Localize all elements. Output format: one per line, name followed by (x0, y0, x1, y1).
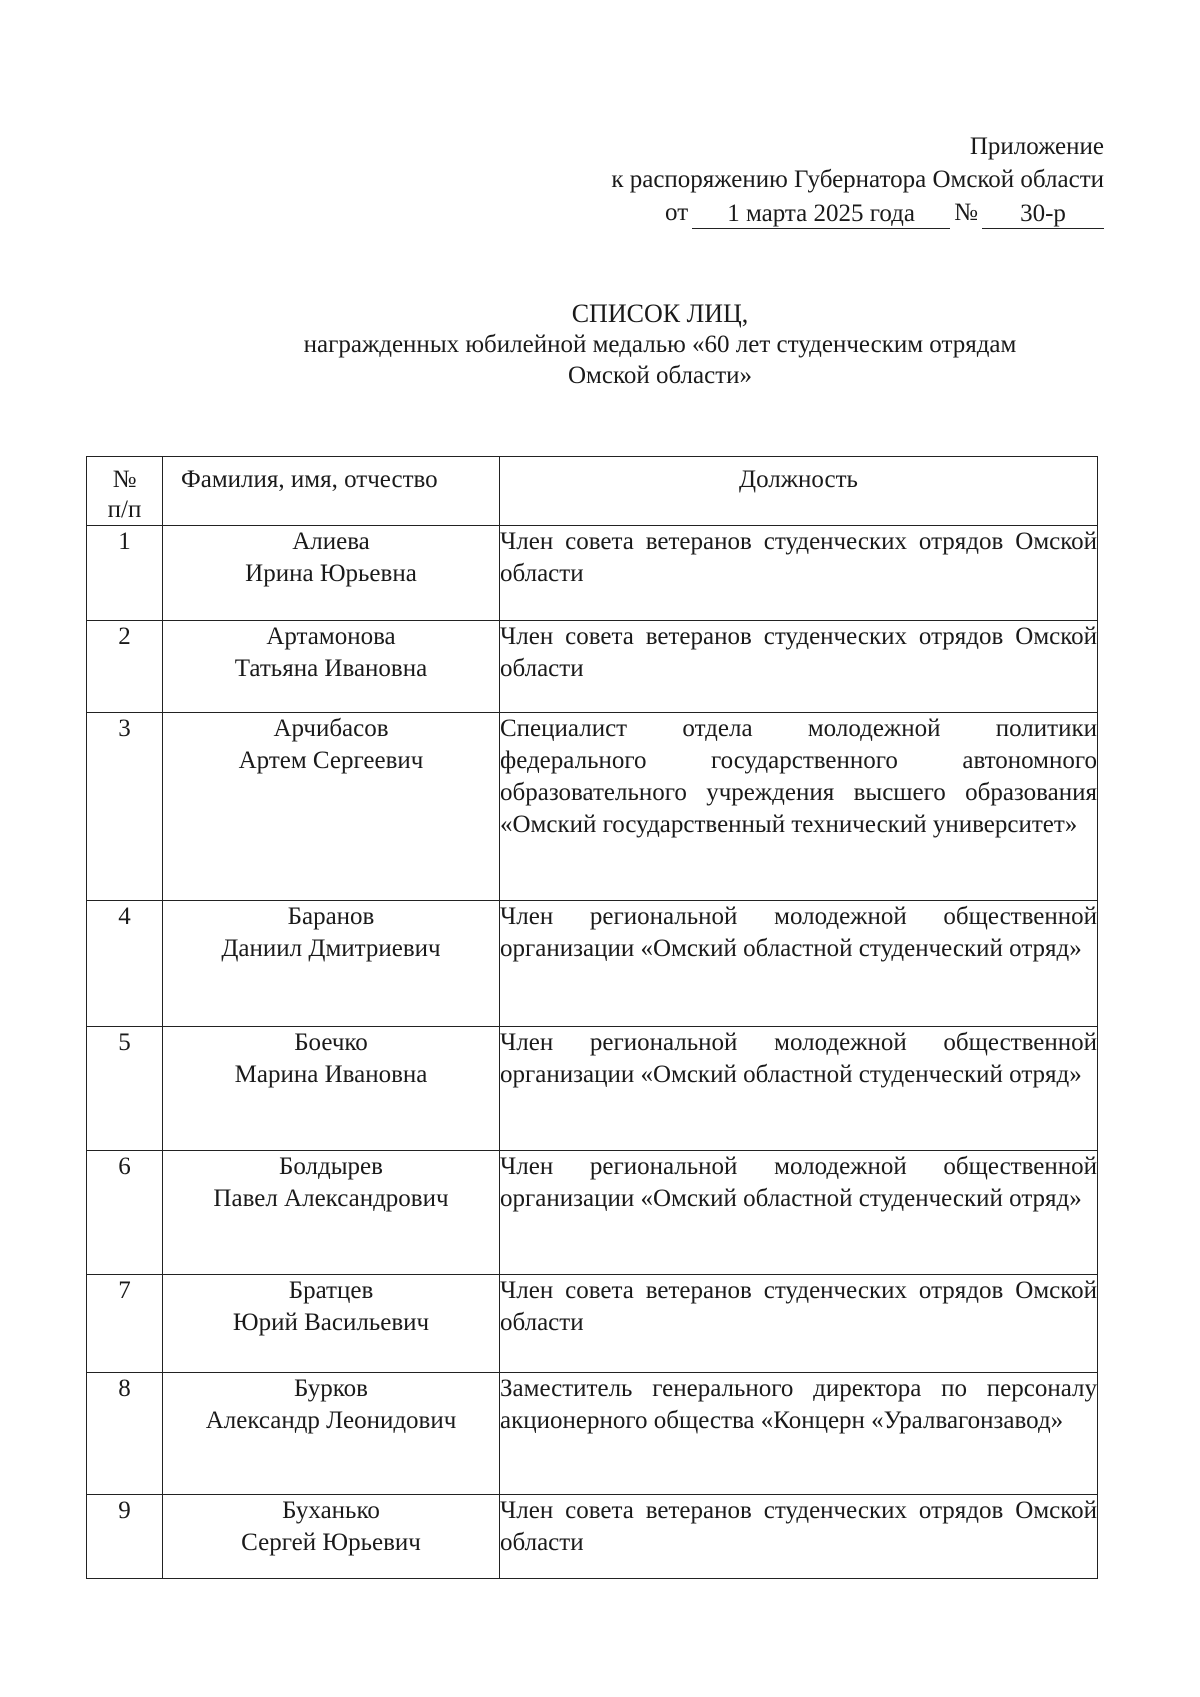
row-position: Член совета ветеранов студенческих отрядов Омской области (500, 1495, 1098, 1579)
table-row (87, 1495, 1098, 1579)
list-title: СПИСОК ЛИЦ, (571, 299, 749, 328)
surname: Алиева (292, 528, 370, 555)
row-position: Член региональной молодежной общественной организации «Омский областной студенческий отряд» (500, 1151, 1098, 1275)
row-position: Член совета ветеранов студенческих отрядов Омской области (500, 1275, 1098, 1373)
order-date: 1 марта 2025 года (692, 200, 950, 229)
surname: Болдырев (279, 1153, 383, 1180)
row-position: Член совета ветеранов студенческих отрядов Омской области (500, 621, 1098, 713)
header-name: Фамилия, имя, отчество (163, 457, 500, 526)
row-name (163, 1495, 500, 1579)
row-name (163, 1027, 500, 1151)
given-names: Юрий Васильевич (232, 1309, 430, 1336)
given-names: Татьяна Ивановна (234, 655, 428, 682)
table-row (87, 901, 1098, 1027)
table-row (87, 621, 1098, 713)
appendix-order-ref: к распоряжению Губернатора Омской области (611, 166, 1104, 193)
row-position: Член региональной молодежной общественной организации «Омский областной студенческий отряд» (500, 901, 1098, 1027)
row-num: 7 (87, 1275, 163, 1373)
row-num: 8 (87, 1373, 163, 1495)
given-names: Даниил Дмитриевич (221, 935, 441, 962)
row-position: Заместитель генерального директора по персоналу акционерного общества «Концерн «Уралвагонзавод» (500, 1373, 1098, 1495)
surname: Артамонова (266, 623, 396, 650)
row-position: Член совета ветеранов студенческих отрядов Омской области (500, 526, 1098, 621)
given-names: Ирина Юрьевна (245, 560, 417, 587)
appendix-header (611, 130, 1104, 229)
row-position: Член региональной молодежной общественной организации «Омский областной студенческий отряд» (500, 1027, 1098, 1151)
row-num: 1 (87, 526, 163, 621)
given-names: Александр Леонидович (205, 1407, 457, 1434)
header-position: Должность (500, 457, 1098, 526)
header-num: № п/п (87, 457, 163, 526)
surname: Братцев (288, 1277, 374, 1304)
row-name (163, 526, 500, 621)
table-row (87, 713, 1098, 901)
row-name (163, 1373, 500, 1495)
given-names: Артем Сергеевич (238, 747, 424, 774)
row-num: 2 (87, 621, 163, 713)
surname: Боечко (294, 1029, 368, 1056)
row-num: 6 (87, 1151, 163, 1275)
from-label: от (665, 199, 689, 226)
row-name (163, 1151, 500, 1275)
surname: Бурков (294, 1375, 368, 1402)
table-row (87, 1151, 1098, 1275)
row-name (163, 713, 500, 901)
given-names: Марина Ивановна (234, 1061, 428, 1088)
surname: Буханько (282, 1497, 380, 1524)
row-position: Специалист отдела молодежной политики федерального государственного автономного образовательного учреждения высшего образования «Омский государственный технический университет» (500, 713, 1098, 901)
row-num: 9 (87, 1495, 163, 1579)
row-num: 4 (87, 901, 163, 1027)
order-number: 30-р (982, 200, 1104, 229)
table-row (87, 1275, 1098, 1373)
document-heading (0, 298, 1200, 391)
table-row (87, 526, 1098, 621)
given-names: Сергей Юрьевич (241, 1529, 421, 1556)
row-num: 5 (87, 1027, 163, 1151)
list-subtitle: награжденных юбилейной медалью «60 лет студенческим отрядам (303, 331, 1017, 358)
given-names: Павел Александрович (213, 1185, 449, 1212)
row-name (163, 901, 500, 1027)
row-name (163, 1275, 500, 1373)
row-num: 3 (87, 713, 163, 901)
row-name (163, 621, 500, 713)
table-header-row (87, 457, 1098, 526)
number-label: № (954, 199, 978, 226)
list-subtitle-cont: Омской области» (567, 362, 753, 389)
surname: Арчибасов (273, 715, 389, 742)
table-row (87, 1373, 1098, 1495)
awardees-table (86, 456, 1098, 1579)
surname: Баранов (287, 903, 375, 930)
appendix-title: Приложение (969, 133, 1104, 160)
table-row (87, 1027, 1098, 1151)
appendix-date-line (611, 196, 1104, 229)
